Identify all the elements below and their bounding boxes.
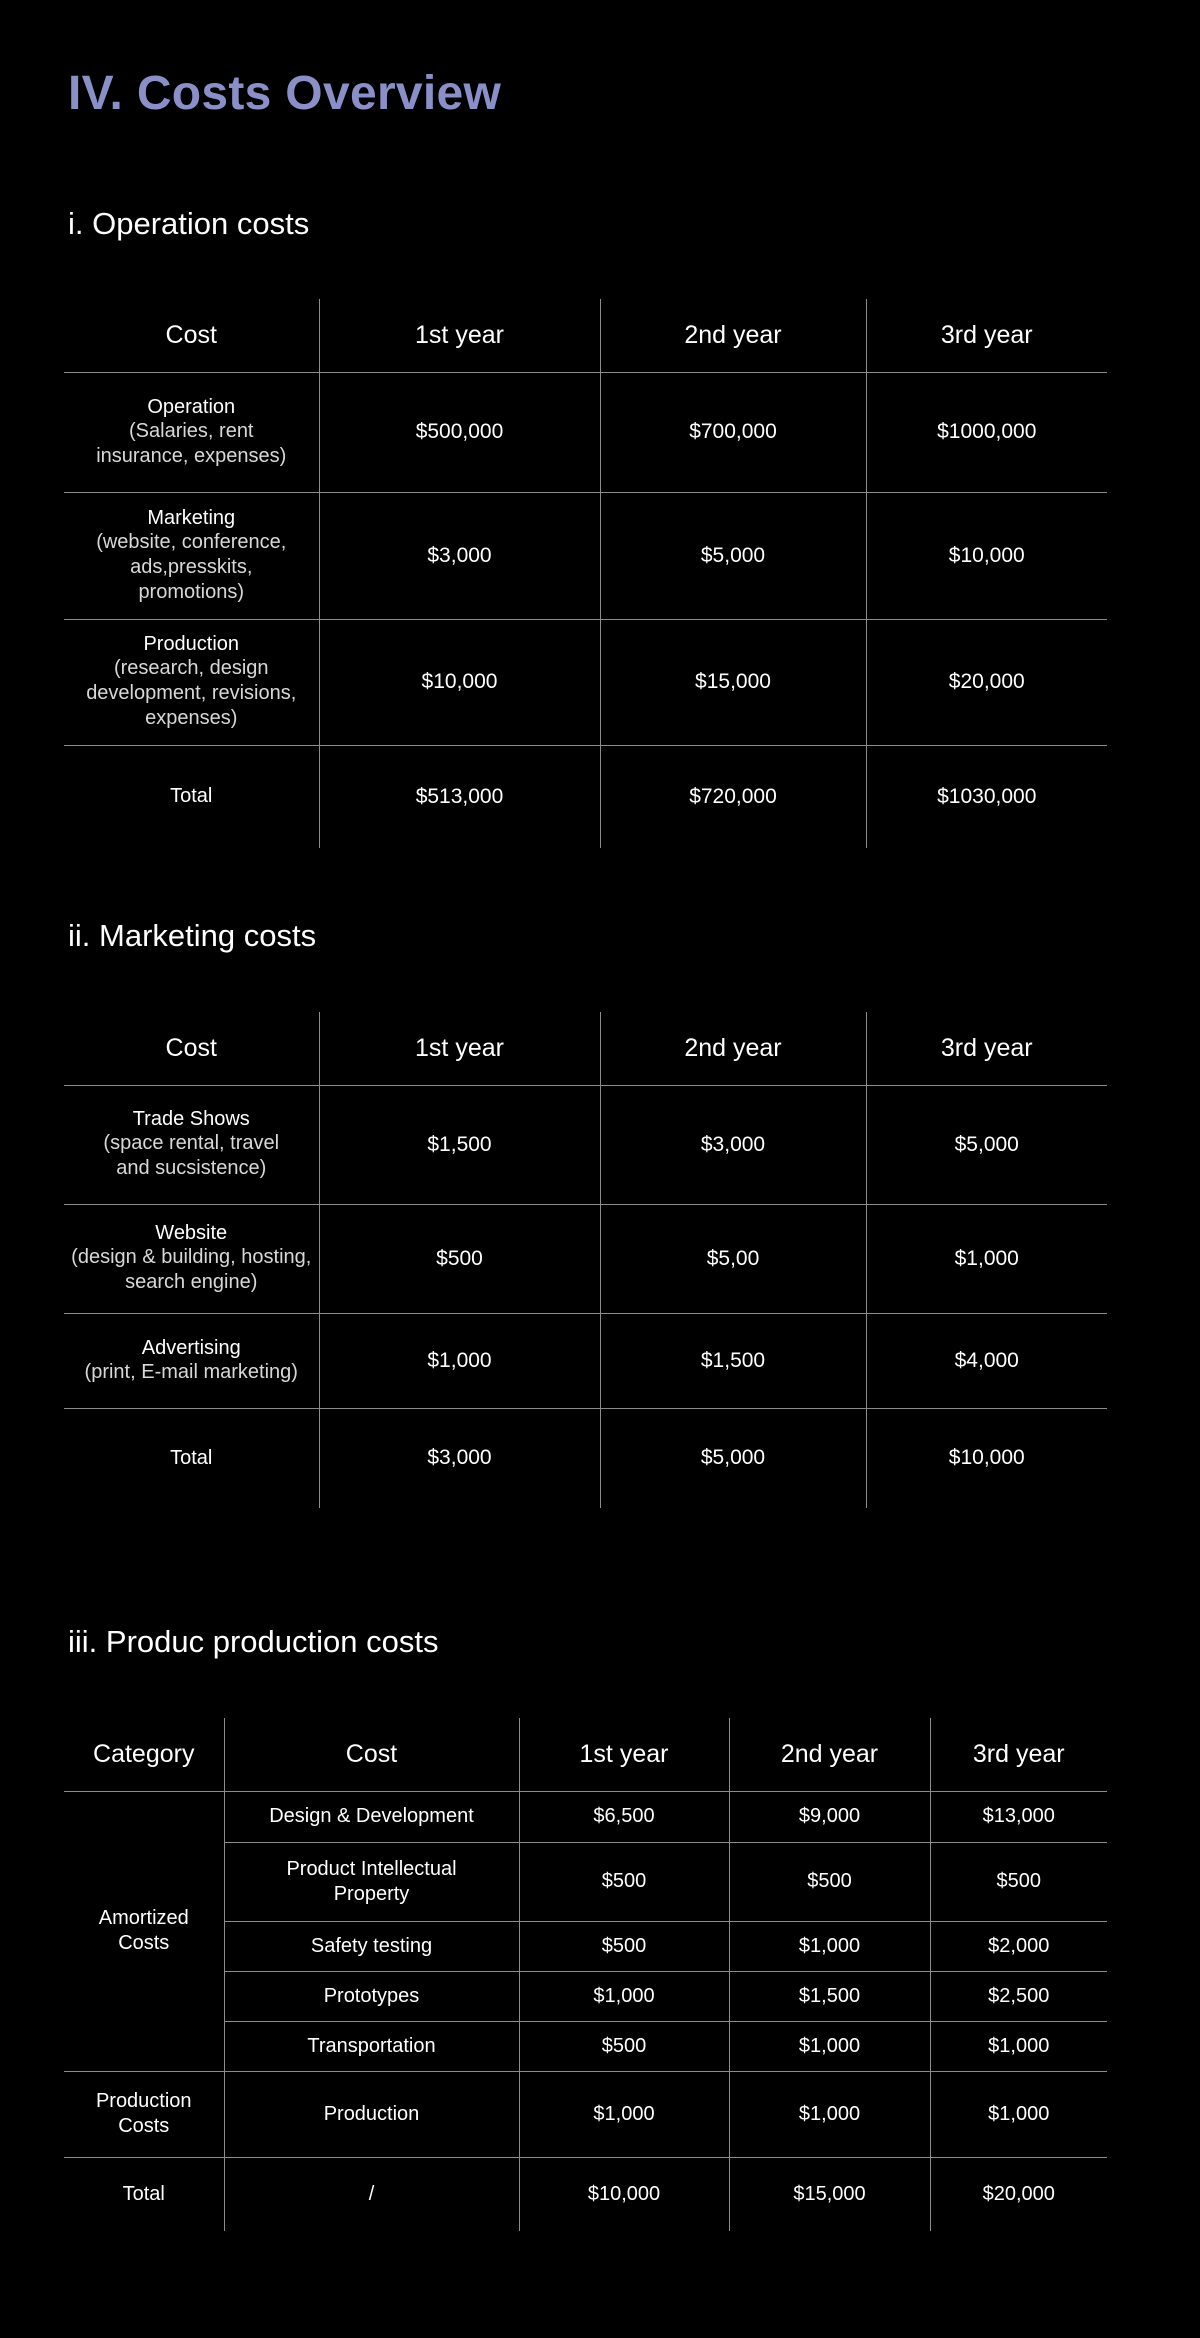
row-label-cell: [64, 1408, 319, 1508]
row-sublabel: (website, conference, ads,presskits, promotions): [96, 530, 287, 603]
header-cost: Cost: [165, 1033, 217, 1062]
row-sublabel: (space rental, travel and sucsistence): [103, 1132, 280, 1179]
value-2nd-year: $1,000: [729, 1921, 930, 1971]
value-3rd-year: $1000,000: [866, 372, 1107, 492]
value-2nd-year: $720,000: [600, 745, 866, 848]
row-label: Marketing: [147, 506, 236, 529]
table-row: [64, 1313, 1107, 1408]
value-1st-year: $500: [519, 2021, 729, 2071]
table-row-total: [64, 1408, 1107, 1508]
value-3rd-year: $1,000: [930, 2071, 1107, 2157]
value-1st-year: $10,000: [319, 619, 600, 745]
header-1st-year: 1st year: [319, 299, 600, 372]
cost-label: Design & Development: [224, 1791, 519, 1842]
row-sublabel: (Salaries, rent insurance, expenses): [96, 419, 287, 467]
value-1st-year: $500: [319, 1204, 600, 1313]
row-sublabel: (research, design development, revisions, expenses): [86, 657, 297, 729]
row-sublabel: (print, E-mail marketing): [84, 1360, 298, 1383]
value-1st-year: $1,000: [319, 1313, 600, 1408]
header-2nd-year: 2nd year: [729, 1718, 930, 1791]
cost-label: Safety testing: [224, 1921, 519, 1971]
header-1st-year: 1st year: [519, 1718, 729, 1791]
marketing-costs-title: ii. Marketing costs: [68, 918, 317, 953]
table-row: [64, 2071, 1107, 2157]
row-label: Website: [155, 1222, 228, 1244]
value-3rd-year: $1,000: [930, 2021, 1107, 2071]
value-1st-year: $1,500: [319, 1085, 600, 1204]
marketing-costs-table: [64, 1012, 1107, 1508]
value-3rd-year: $500: [930, 1842, 1107, 1921]
category-total: Total: [122, 2182, 165, 2205]
value-2nd-year: $9,000: [729, 1791, 930, 1842]
cost-label: Production: [224, 2071, 519, 2157]
table-header-row: [64, 1718, 1107, 1791]
header-3rd-year: 3rd year: [866, 1012, 1107, 1085]
table-row: [64, 1085, 1107, 1204]
row-label-cell: [64, 1204, 319, 1313]
value-1st-year: $500,000: [319, 372, 600, 492]
value-3rd-year: $10,000: [866, 492, 1107, 619]
value-1st-year: $6,500: [519, 1791, 729, 1842]
value-1st-year: $1,000: [519, 2071, 729, 2157]
header-category: Category: [93, 1739, 195, 1768]
value-2nd-year: $1,500: [729, 1971, 930, 2021]
table-row: [64, 372, 1107, 492]
value-1st-year: $10,000: [519, 2157, 729, 2231]
cost-label: Product Intellectual Property: [224, 1842, 519, 1921]
value-1st-year: $500: [519, 1921, 729, 1971]
value-2nd-year: $1,500: [600, 1313, 866, 1408]
row-label-cell: [64, 1313, 319, 1408]
header-3rd-year: 3rd year: [930, 1718, 1107, 1791]
table-row-total: [64, 745, 1107, 848]
value-3rd-year: $2,000: [930, 1921, 1107, 1971]
value-1st-year: $500: [519, 1842, 729, 1921]
value-3rd-year: $2,500: [930, 1971, 1107, 2021]
row-label: Total: [170, 785, 213, 808]
row-label-cell: [64, 372, 319, 492]
value-1st-year: $1,000: [519, 1971, 729, 2021]
value-3rd-year: $4,000: [866, 1313, 1107, 1408]
table-row: [64, 492, 1107, 619]
value-2nd-year: $700,000: [600, 372, 866, 492]
category-amortized-costs: Amortized Costs: [98, 1907, 189, 1954]
value-2nd-year: $1,000: [729, 2021, 930, 2071]
value-2nd-year: $5,00: [600, 1204, 866, 1313]
header-cost: Cost: [224, 1718, 519, 1791]
cost-label: Prototypes: [224, 1971, 519, 2021]
row-label: Advertising: [141, 1336, 241, 1359]
production-costs-table: [64, 1718, 1107, 2231]
value-1st-year: $513,000: [319, 745, 600, 848]
table-header-row: [64, 1012, 1107, 1085]
table-header-row: [64, 299, 1107, 372]
value-2nd-year: $5,000: [600, 492, 866, 619]
value-2nd-year: $5,000: [600, 1408, 866, 1508]
row-sublabel: (design & building, hosting, search engine): [71, 1246, 312, 1293]
value-1st-year: $3,000: [319, 1408, 600, 1508]
row-label: Operation: [147, 395, 236, 418]
operation-costs-title: i. Operation costs: [68, 206, 310, 241]
table-row: [64, 1204, 1107, 1313]
value-3rd-year: $1030,000: [866, 745, 1107, 848]
row-label-cell: [64, 492, 319, 619]
row-label-cell: [64, 619, 319, 745]
header-2nd-year: 2nd year: [600, 299, 866, 372]
row-label: Trade Shows: [132, 1108, 250, 1130]
value-3rd-year: $5,000: [866, 1085, 1107, 1204]
table-row-total: [64, 2157, 1107, 2231]
value-3rd-year: $20,000: [930, 2157, 1107, 2231]
production-costs-title: iii. Produc production costs: [68, 1624, 439, 1659]
value-2nd-year: $3,000: [600, 1085, 866, 1204]
header-2nd-year: 2nd year: [600, 1012, 866, 1085]
value-3rd-year: $13,000: [930, 1791, 1107, 1842]
row-label: Total: [170, 1446, 213, 1469]
value-3rd-year: $1,000: [866, 1204, 1107, 1313]
header-1st-year: 1st year: [319, 1012, 600, 1085]
header-3rd-year: 3rd year: [866, 299, 1107, 372]
value-1st-year: $3,000: [319, 492, 600, 619]
cost-label: Transportation: [224, 2021, 519, 2071]
table-row: [64, 619, 1107, 745]
cost-label: /: [224, 2157, 519, 2231]
row-label-cell: [64, 745, 319, 848]
page-title: IV. Costs Overview: [68, 67, 502, 120]
value-3rd-year: $20,000: [866, 619, 1107, 745]
header-cost: Cost: [165, 320, 217, 349]
value-3rd-year: $10,000: [866, 1408, 1107, 1508]
value-2nd-year: $500: [729, 1842, 930, 1921]
row-label-cell: [64, 1085, 319, 1204]
value-2nd-year: $15,000: [729, 2157, 930, 2231]
row-label: Production: [143, 633, 240, 655]
table-row: [64, 1791, 1107, 1842]
operation-costs-table: [64, 299, 1107, 848]
category-production-costs: Production Costs: [95, 2090, 192, 2137]
value-2nd-year: $1,000: [729, 2071, 930, 2157]
value-2nd-year: $15,000: [600, 619, 866, 745]
